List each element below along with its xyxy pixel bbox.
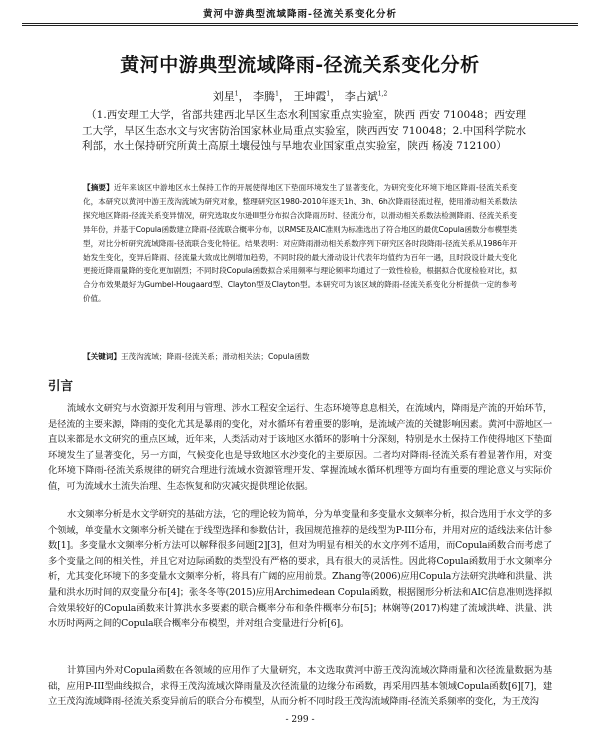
- author-affil-mark: 1: [234, 90, 239, 98]
- running-head: 黄河中游典型流域降雨-径流关系变化分析: [203, 9, 397, 20]
- paper-title: 黄河中游典型流域降雨-径流关系变化分析: [120, 54, 480, 76]
- author-separator: ，: [238, 90, 250, 103]
- author-name: 李占斌: [344, 90, 378, 103]
- header-rule: [22, 23, 578, 26]
- author-name: 刘星: [212, 90, 235, 103]
- page-number: - 299 -: [285, 715, 315, 725]
- body-paragraph: 流域水文研究与水资源开发利用与管理、涉水工程安全运行、生态环境等息息相关，在流域内，降雨是产流的开始环节，是径流的主要来源，降雨的变化尤其是暴雨的变化，对水循环有着重要的影响，是流域产流的关键影响因素。黄河中游地区一直以来都是水文研究的重点区域，近年来，人类活动对于该地区水循环的影响十分深刻，特别是水土保持工作使得地区下垫面环境发生了显著变化，另一方面，气候变化也是导致地区水沙变化的主要原因。二者均对降雨-径流关系有着显著作用，对变化环境下降雨-径流关系规律的研究合理进行流域水资源管理开发、掌握流域水循环机理等方面均有重要的理论意义与实际价值，可为流域水土流失治理、生态恢复和防灾减灾提供理论依据。: [48, 403, 552, 492]
- section-heading: 引言: [48, 378, 74, 393]
- author-name: 李腾: [253, 90, 276, 103]
- affiliation: （1.西安理工大学，省部共建西北旱区生态水利国家重点实验室，陕西 西安 710048；西安理工大学，旱区生态水文与灾害防治国家林业局重点实验室，陕西西安 710048；2.中国科学院水利部，水土保持研究所黄土高原土壤侵蚀与旱地农业国家重点实验室，陕西 杨凌 712100）: [82, 109, 526, 153]
- abstract-text: 近年来该区中游地区水土保持工作的开展使得地区下垫面环境发生了显著变化，为研究变化环境下地区降雨-径流关系变化，本研究以黄河中游王茂沟流域为研究对象，整理研究区1980-2010年逐天1h、3h、6h次降雨径流过程，使用滑动相关系数法探究地区降雨-径流关系变异情况，研究选取皮尔逊III型分布拟合次降雨历时、径流分布，以滑动相关系数法检测降雨、径流关系变异年份，并基于Copula函数建立降雨-径流联合概率分布，以RMSE及AIC准则为标准选出了符合地区的最优Copula函数分布模型类型，对比分析研究流域降雨-径流联合变化特征。结果表明：对应降雨滑动相关系数序列下研究区各时段降雨-径流关系从1986年开始发生变化，变异后降雨、径流量大致成比例增加趋势，不同时段的最大滑动设计代表年均值约为百年一遇，且时段设计最大变化更接近降雨量降的变化更加剧烈；不同时段Copula函数拟合采用频率与理论频率均通过了一致性检验，根据拟合优度检验对比，拟合分布效果最好为Gumbel-Hougaard型、Clayton型及Clayton型。本研究可为该区域的降雨-径流关系变化分析提供一定的参考价值。: [83, 183, 517, 304]
- keywords-text: 王茂沟流域；降雨-径流关系；滑动相关法；Copula函数: [120, 352, 310, 361]
- keywords: [83, 351, 517, 363]
- author-name: 王坤霞: [293, 90, 327, 103]
- author-affil-mark: 1: [275, 90, 279, 98]
- author-affil-mark: 1,2: [377, 90, 388, 98]
- author-list: [0, 88, 600, 104]
- body-paragraph: 计算国内外对Copula函数在各领域的应用作了大量研究，本文选取黄河中游王茂沟流域次降雨量和次径流量数据为基础，应用P-III型曲线拟合，求得王茂沟流域次降雨量及次径流量的边缘分布函数，再采用四基本领域Copula函数[6][7]，建立王茂沟流域降雨-径流关系变异前后的联合分布模型，从而分析不同时段王茂沟流域降雨-径流关系频率的变化，为王茂沟: [48, 665, 552, 708]
- author-separator: ，: [278, 90, 290, 103]
- abstract: [83, 181, 517, 306]
- author-separator: ，: [330, 90, 342, 103]
- author-affil-mark: 1: [326, 90, 331, 98]
- keywords-label: 【关键词】: [83, 352, 121, 361]
- abstract-label: 【摘要】: [83, 183, 114, 192]
- body-paragraph: 水文频率分析是水文学研究的基础方法，它的理论较为简单，分为单变量和多变量水文频率分析，拟合选用于水文学的多个领域，单变量水文频率分析关键在于线型选择和参数估计，我国规范推荐的是线型为P-III分布，并用对应的适线法来估计参数[1]。多变量水文频率分析方法可以解释很多问题[2][3]，但对为明显有相关的水文序列不适用，而Copula函数合而考虑了多个变量之间的相关性，并且它对边际函数的类型没有严格的要求，具有很大的灵活性。因此将Copula函数用于水文频率分析，尤其变化环境下的多变量水文频率分析，将具有广阔的应用前景。Zhang等(2006)应用Copula方法研究洪峰和洪量、洪量和洪水历时间的双变量分布[4]；张冬冬等(2015)应用Archimedean Copula函数，根据图形分析法和AIC信息准则选择拟合效果较好的Copula函数来计算洪水多要素的联合概率分布和条件概率分布[5]；林娴等(2017)构建了流域洪峰、洪量、洪水历时两两之间的Copula联合概率分布模型，并对组合变量进行分析[6]。: [48, 509, 552, 630]
